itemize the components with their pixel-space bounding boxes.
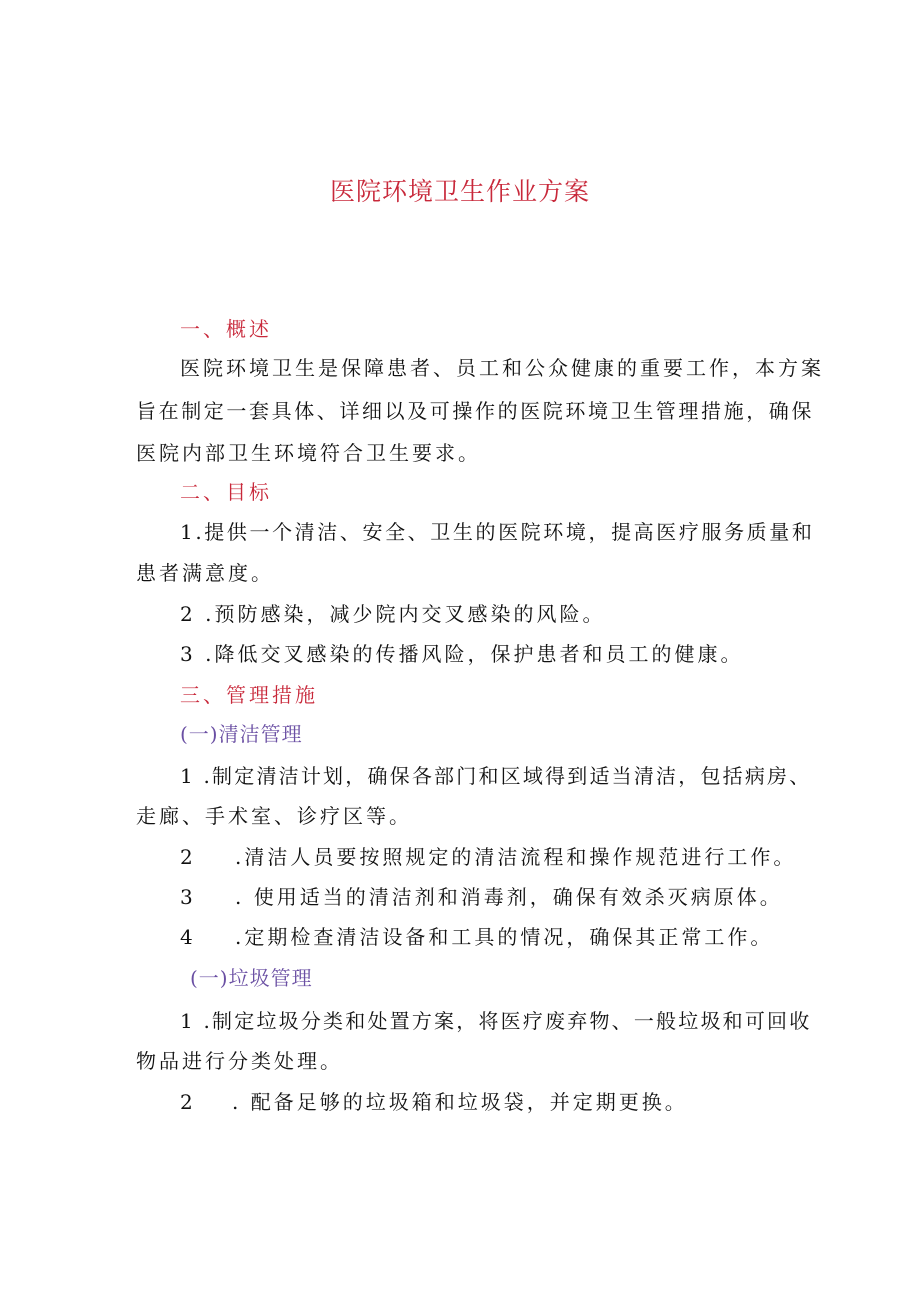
waste-item-1-line-1: 1 .制定垃圾分类和处置方案，将医疗废弃物、一般垃圾和可回收 (180, 1009, 812, 1033)
cleaning-item-3 (180, 881, 783, 910)
cleaning-item-2 (180, 841, 796, 870)
overview-paragraph-line-1: 医院环境卫生是保障患者、员工和公众健康的重要工作，本方案 (180, 356, 824, 380)
section-heading-overview: 一、概述 (180, 317, 272, 341)
waste-item-2 (180, 1086, 688, 1115)
cleaning-item-1-line-2: 走廊、手术室、诊疗区等。 (136, 804, 412, 828)
goal-item-2: 2 .预防感染，减少院内交叉感染的风险。 (180, 602, 606, 626)
waste-item-1-line-2: 物品进行分类处理。 (136, 1049, 343, 1073)
goal-item-1-line-1: 1.提供一个清洁、安全、卫生的医院环境，提高医疗服务质量和 (180, 520, 815, 544)
cleaning-item-4 (180, 921, 773, 950)
cleaning-item-4-number: 4 (180, 925, 196, 949)
overview-paragraph-line-2: 旨在制定一套具体、详细以及可操作的医院环境卫生管理措施，确保 (136, 399, 814, 423)
waste-item-2-text: . 配备足够的垃圾箱和垃圾袋，并定期更换。 (232, 1090, 688, 1114)
cleaning-item-3-text: . 使用适当的清洁剂和消毒剂，确保有效杀灭病原体。 (235, 885, 783, 909)
cleaning-item-1-line-1: 1 .制定清洁计划，确保各部门和区域得到适当清洁，包括病房、 (180, 764, 812, 788)
subsection-heading-cleaning: (一)清洁管理 (180, 722, 303, 746)
section-heading-goals: 二、目标 (180, 480, 272, 504)
goal-item-3: 3 .降低交叉感染的传播风险，保护患者和员工的健康。 (180, 642, 744, 666)
subsection-heading-waste: (一)垃圾管理 (190, 966, 313, 990)
cleaning-item-2-text: .清洁人员要按照规定的清洁流程和操作规范进行工作。 (235, 845, 797, 869)
cleaning-item-2-number: 2 (180, 845, 196, 869)
cleaning-item-3-number: 3 (180, 885, 196, 909)
document-title: 医院环境卫生作业方案 (329, 177, 590, 206)
waste-item-2-number: 2 (180, 1090, 196, 1114)
section-heading-measures: 三、管理措施 (180, 683, 318, 707)
overview-paragraph-line-3: 医院内部卫生环境符合卫生要求。 (136, 441, 481, 465)
goal-item-1-line-2: 患者满意度。 (136, 561, 274, 585)
cleaning-item-4-text: .定期检查清洁设备和工具的情况，确保其正常工作。 (235, 925, 774, 949)
